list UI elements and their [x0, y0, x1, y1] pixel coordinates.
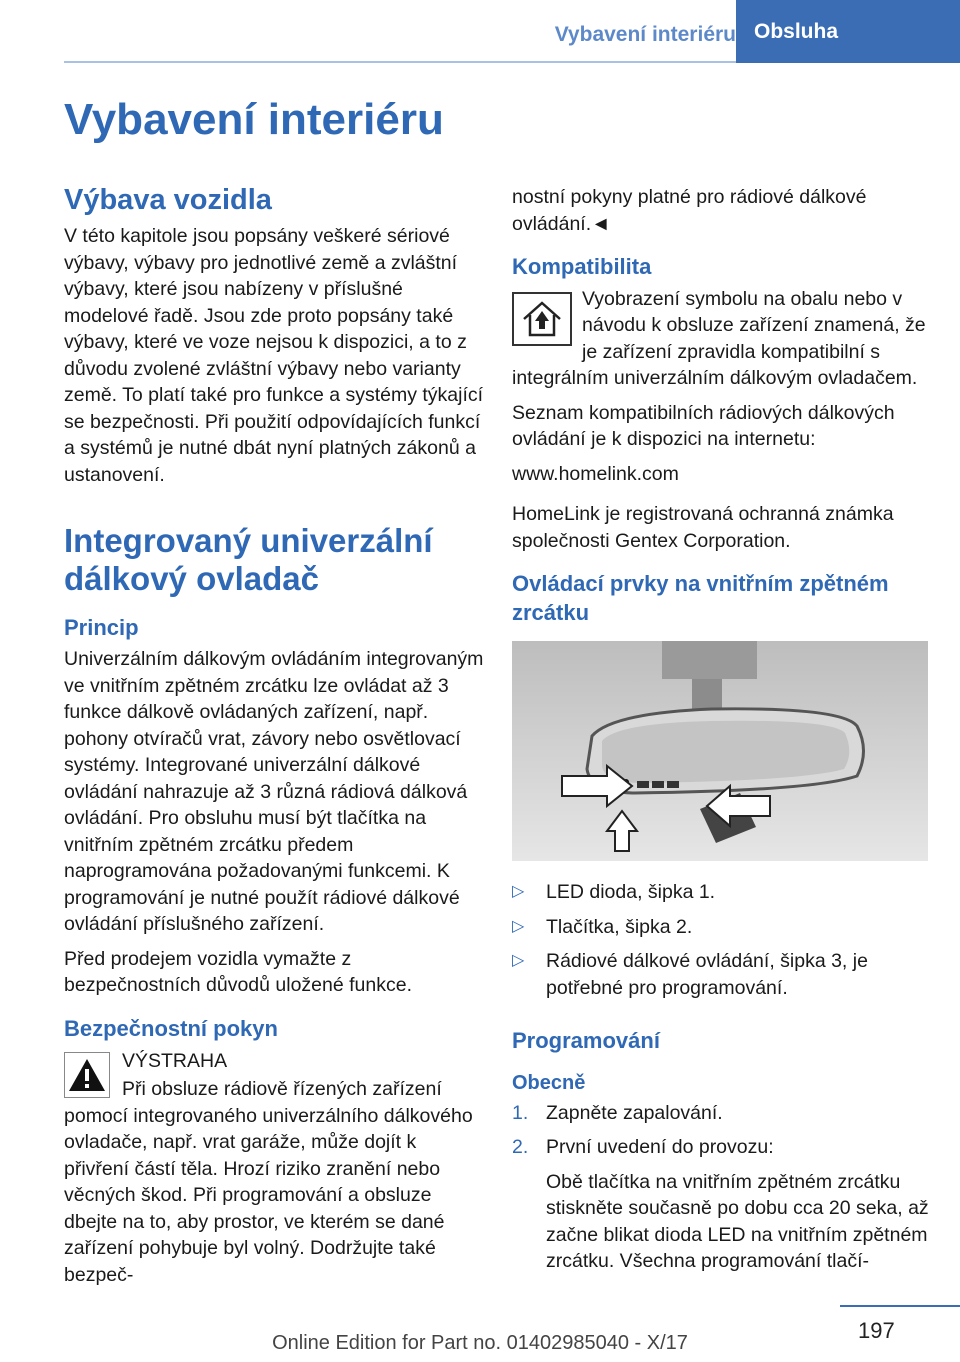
triangle-bullet-icon: ▷: [512, 883, 525, 901]
page-number-rule: [840, 1305, 960, 1307]
warning-label: VÝSTRAHA: [122, 1049, 228, 1072]
heading-integrovany: Integrovaný univerzální dálkový ovladač: [64, 522, 433, 597]
right-column: [512, 184, 932, 1283]
step-2-detail: Obě tlačítka na vnitřním zpětném zrcátku stiskněte současně po dobu cca 20 seka, až začne blikat dioda LED na vnitřním zpětném zrcátku. Všechna programování tlačí-: [546, 1170, 929, 1273]
warning-block: [64, 1048, 484, 1289]
compat-block: [512, 286, 932, 392]
warning-triangle-icon: [64, 1052, 110, 1098]
list-item: ▷ Tlačítka, šipka 2.: [512, 914, 932, 941]
heading-bezpecnostni-pokyn: Bezpečnostní pokyn: [64, 1015, 278, 1041]
triangle-bullet-icon: ▷: [512, 917, 525, 935]
heading-ovladaci-prvky: Ovládací prvky na vnitřním zpětném zrcátku: [512, 571, 889, 625]
paragraph-vybava: V této kapitole jsou popsány veškeré sériové výbavy, výbavy pro jednotlivé země a zvláštní výbavy, které jsou nabízeny v příslušné modelové řadě. Jsou zde proto popsány také výbavy, které ve voze nejsou k dispozici, a to z důvodu zvolené zvláštní výbavy nebo varianty země. To platí také pro funkce a systémy týkající se bezpečnosti. Při použití odpovídajících funkcí a systémů je nutné dbát nyní platných zákonů a ustanovení.: [64, 225, 484, 486]
homelink-url[interactable]: www.homelink.com: [512, 462, 679, 485]
heading-princip: Princip: [64, 614, 139, 640]
paragraph-homelink-trademark: HomeLink je registrovaná ochranná známka společnosti Gentex Corporation.: [512, 503, 894, 552]
paragraph-kompatibilita: Vyobrazení symbolu na obalu nebo v návodu k obsluze zařízení znamená, že je zařízení zpravidla kompatibilní s integrálním univerzálním dálkovým ovladačem.: [512, 287, 926, 390]
steps-list: [512, 1100, 932, 1275]
list-item: ▷ Rádiové dálkové ovládání, šipka 3, je potřebné pro programování.: [512, 950, 868, 999]
page-number: 197: [858, 1318, 895, 1343]
left-column: [64, 184, 484, 1296]
homelink-house-icon: [512, 292, 572, 346]
page-title: Vybavení interiéru: [64, 95, 444, 144]
heading-obecne: Obecně: [512, 1071, 586, 1094]
paragraph-seznam: Seznam kompatibilních rádiových dálkových ovládání je k dispozici na internetu:: [512, 401, 895, 451]
footer-edition: Online Edition for Part no. 01402985040 - X/17: [272, 1332, 688, 1354]
triangle-bullet-icon: ▷: [512, 952, 525, 970]
mirror-controls-photo: [512, 641, 928, 861]
header-section-label: Vybavení interiéru: [554, 23, 736, 46]
list-item: ▷ LED dioda, šipka 1.: [512, 879, 932, 906]
header-tab-obsluha[interactable]: Obsluha: [736, 0, 960, 63]
list-item: 2. První uvedení do provozu: Obě tlačítka na vnitřním zpětném zrcátku stiskněte současně po dobu cca 20 seka, až začne blikat dioda LED na vnitřním zpětném zrcátku. Všechna programování tlačí-: [512, 1134, 932, 1275]
paragraph-prodej: Před prodejem vozidla vymažte z bezpečnostních důvodů uložené funkce.: [64, 947, 413, 997]
header-rule: [64, 61, 736, 63]
list-item: 1. Zapněte zapalování.: [512, 1101, 723, 1124]
paragraph-continuation: nostní pokyny platné pro rádiové dálkové ovládání.◄: [512, 186, 867, 235]
heading-kompatibilita: Kompatibilita: [512, 254, 652, 279]
warning-text: Při obsluze rádiově řízených zařízení pomocí integrovaného univerzálního dálkového ovladače, např. vrat garáže, může dojít k přivření částí těla. Hrozí riziko zranění nebo věcných škod. Při programování a obsluze dbejte na to, aby prostor, ve kterém se dané zařízení pohybuje byl volný. Dodržujte také bezpeč-: [64, 1078, 473, 1286]
heading-vybava: Výbava vozidla: [64, 184, 272, 216]
heading-programovani: Programování: [512, 1028, 660, 1054]
paragraph-princip: Univerzálním dálkovým ovládáním integrovaným ve vnitřním zpětném zrcátku lze ovládat až 3 funkce dálkově ovládaných zařízení, např. pohony otvíračů vrat, závory nebo osvětlovací systémy. Integrované univerzální dálkové ovládání nahrazuje až 3 různá rádiová dálková ovládání. Pro obsluhu musí být tlačítka na vnitřním zpětném zrcátku předem naprogramována požadovanými funkcemi. K programování je nutné použít rádiové dálkové ovládání příslušného zařízení.: [64, 648, 484, 936]
controls-list: [512, 879, 932, 1001]
